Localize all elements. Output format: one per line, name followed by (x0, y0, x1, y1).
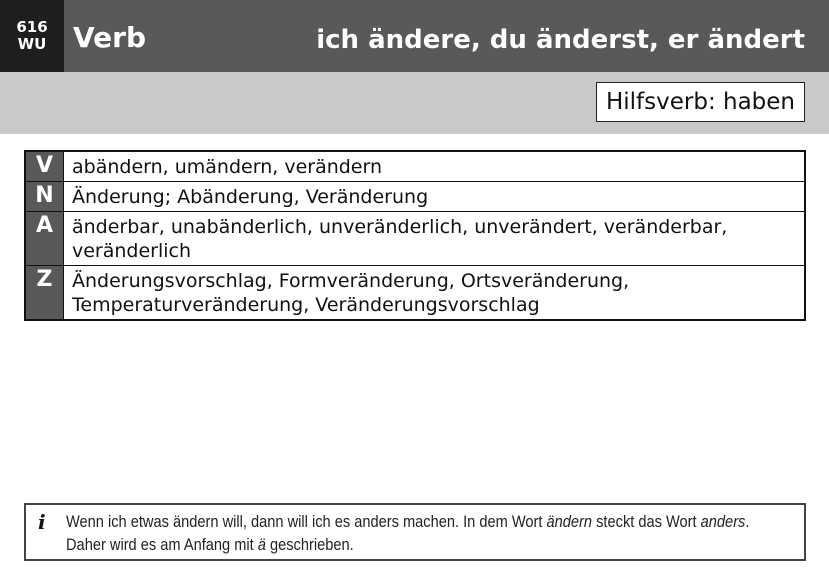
tip-box (24, 503, 806, 561)
tip-emphasis: ändern (546, 512, 593, 531)
tip-emphasis: anders (700, 512, 746, 531)
tip-text-segment: Daher wird es am Anfang mit (66, 535, 258, 554)
tip-text (66, 510, 806, 556)
row-letter: A (26, 212, 64, 265)
row-words: Änderungsvorschlag, Formveränderung, Ortsveränderung, Temperaturveränderung, Veränderungsvorschlag (72, 270, 630, 316)
tip-text-segment: . (745, 512, 750, 531)
word-family-table (24, 150, 806, 321)
info-icon: i (38, 510, 46, 534)
row-letter: Z (26, 266, 64, 319)
tip-line-1 (66, 510, 806, 533)
row-words: änderbar, unabänderlich, unveränderlich, unverändert, veränderbar, veränderlich (72, 216, 728, 262)
word-family-row-compounds (26, 266, 804, 319)
tip-text-segment: steckt das Wort (592, 512, 701, 531)
row-words: Änderung; Abänderung, Veränderung (72, 186, 429, 208)
row-words: abändern, umändern, verändern (72, 156, 383, 178)
word-family-row-adjectives (26, 212, 804, 266)
entry-code: WU (17, 35, 47, 53)
entry-id-box (0, 0, 64, 72)
part-of-speech: Verb (73, 21, 146, 54)
word-family-row-nouns (26, 182, 804, 212)
auxiliary-verb-box: Hilfsverb: haben (596, 82, 805, 122)
header-bar (0, 0, 829, 72)
word-family-row-verbs (26, 152, 804, 182)
tip-text-segment: geschrieben. (265, 535, 354, 554)
conjugation-forms: ich ändere, du änderst, er ändert (316, 25, 805, 55)
tip-text-segment: Wenn ich etwas ändern will, dann will ich es anders machen. In dem Wort (66, 512, 547, 531)
entry-number: 616 (16, 18, 48, 36)
row-letter: V (26, 152, 64, 181)
tip-line-2 (66, 533, 806, 556)
tip-emphasis: ä (257, 535, 266, 554)
row-letter: N (26, 182, 64, 211)
